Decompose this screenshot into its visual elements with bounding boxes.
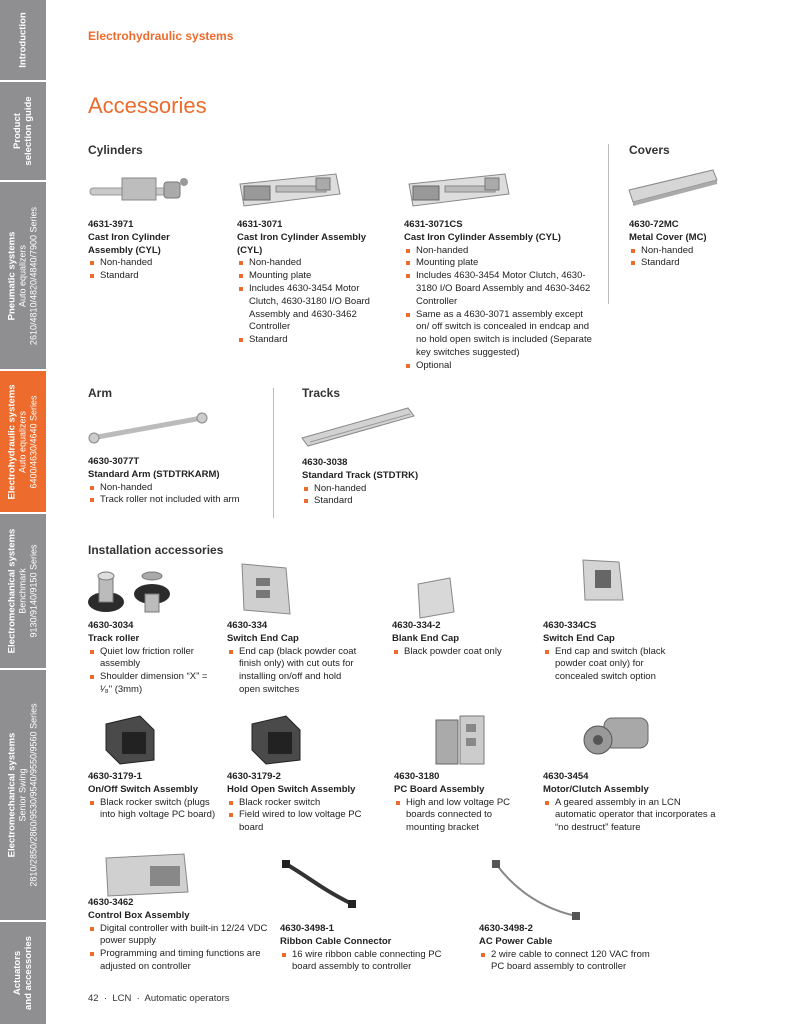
item-4630-3498-1 [280, 923, 445, 974]
item-bullet: Mounting plate [237, 270, 387, 283]
item-code: 4630-3038 [302, 457, 348, 468]
tab-sublabel: Benchmark [17, 568, 28, 614]
item-bullet: Black powder coat only [392, 646, 532, 659]
footer-separator: · [136, 993, 140, 1004]
item-name: AC Power Cable [479, 935, 553, 947]
item-bullet: Standard [629, 257, 769, 270]
tab-series: 2810/2850/2860/9530/9540/9550/9560 Series [28, 703, 39, 887]
item-name: On/Off Switch Assembly [88, 783, 198, 795]
item-name: Metal Cover (MC) [629, 231, 707, 243]
cylinder-3071-image [236, 170, 346, 210]
tab-sublabel: Auto equalizers [17, 244, 28, 307]
item-name: Cast Iron Cylinder [88, 231, 170, 243]
item-bullet: Digital controller with built-in 12/24 VDC power supply [88, 923, 268, 949]
item-bullet: A geared assembly in an LCN automatic operator that incorporates a “no destruct” feature [543, 797, 723, 835]
page-title: Accessories [88, 93, 207, 118]
item-name: (CYL) [237, 244, 263, 256]
standard-track-image [300, 404, 418, 448]
sidebar-nav [0, 0, 46, 1024]
item-bullet: Includes 4630-3454 Motor Clutch, 4630-3180 I/O Board Assembly and 4630-3462 Controller [404, 270, 594, 308]
item-name: Blank End Cap [392, 632, 460, 644]
tab-label: and accessories [23, 936, 34, 1010]
item-4630-3454 [543, 771, 723, 835]
sidebar-tab-benchmark[interactable] [0, 514, 46, 670]
item-bullet: Black rocker switch (plugs into high voltage PC board) [88, 797, 218, 823]
item-4630-3180 [394, 771, 514, 835]
tab-label: Pneumatic systems [6, 231, 18, 320]
item-code: 4631-3071 [237, 219, 283, 230]
item-4630-3034 [88, 620, 208, 697]
sidebar-tab-product-selection[interactable] [0, 82, 46, 182]
tab-series: 2610/4810/4820/4840/7900 Series [28, 206, 39, 345]
item-bullet: Programming and timing functions are adjusted on controller [88, 948, 268, 974]
item-name: Switch End Cap [543, 632, 615, 644]
pc-board-image [430, 714, 490, 770]
item-4630-334cs [543, 620, 688, 684]
column-divider [273, 388, 274, 518]
tab-label: Actuators [12, 950, 23, 996]
item-bullet: Black rocker switch [227, 797, 367, 810]
sidebar-tab-introduction[interactable] [0, 0, 46, 82]
item-4630-3179-1 [88, 771, 218, 822]
item-code: 4630-334CS [543, 620, 597, 631]
item-name: Track roller [88, 632, 140, 644]
item-4631-3071 [237, 219, 387, 347]
item-name: Cast Iron Cylinder Assembly [237, 231, 366, 243]
item-bullet: Non-handed [404, 245, 594, 258]
tab-series: 6400/4630/4640 Series [28, 394, 39, 489]
tab-label: Product [12, 113, 23, 149]
item-4630-334 [227, 620, 362, 697]
item-bullet: Same as a 4630-3071 assembly except on/ off switch is concealed in endcap and no hold open switch is included (Separate key switches suggested) [404, 309, 594, 360]
tab-sublabel: Senior Swing [17, 768, 28, 822]
item-4630-3077t [88, 456, 268, 507]
item-bullet: Mounting plate [404, 257, 594, 270]
ribbon-cable-image [280, 858, 360, 910]
column-divider [608, 144, 609, 304]
footer-separator: · [103, 993, 108, 1004]
on-off-switch-image [100, 714, 160, 766]
track-roller-image [86, 570, 178, 616]
item-code: 4630-3180 [394, 771, 440, 782]
covers-heading: Covers [629, 143, 670, 157]
tab-label: Introduction [17, 12, 29, 68]
footer-section: Automatic operators [144, 993, 230, 1004]
item-4630-3462 [88, 897, 268, 974]
item-bullet: Optional [404, 360, 594, 373]
item-name: PC Board Assembly [394, 783, 485, 795]
control-box-image [104, 852, 190, 898]
tab-sublabel: Auto equalizers [17, 410, 28, 473]
tab-label: Electrohydraulic systems [6, 383, 18, 500]
section-header: Electrohydraulic systems [88, 29, 234, 43]
item-4631-3971 [88, 219, 228, 283]
item-code: 4630-3179-1 [88, 771, 142, 782]
motor-clutch-image [580, 704, 656, 764]
installation-heading: Installation accessories [88, 543, 224, 557]
item-bullet: Non-handed [88, 482, 268, 495]
sidebar-tab-actuators[interactable] [0, 922, 46, 1024]
item-name: Cast Iron Cylinder Assembly (CYL) [404, 231, 561, 243]
footer-brand: LCN [112, 993, 132, 1004]
item-4631-3071cs [404, 219, 594, 373]
item-bullet: Non-handed [302, 483, 482, 496]
item-name: Standard Arm (STDTRKARM) [88, 468, 220, 480]
tab-label: selection guide [23, 96, 34, 166]
item-bullet: Track roller not included with arm [88, 494, 268, 507]
item-4630-3038 [302, 457, 482, 508]
standard-arm-image [86, 410, 210, 444]
item-bullet: Non-handed [88, 257, 228, 270]
metal-cover-image [627, 168, 719, 208]
item-bullet: 16 wire ribbon cable connecting PC board assembly to controller [280, 949, 445, 975]
ac-power-cable-image [490, 858, 586, 922]
item-bullet: Standard [302, 495, 482, 508]
item-code: 4631-3071CS [404, 219, 463, 230]
cylinders-heading: Cylinders [88, 143, 143, 157]
page-number: 42 [88, 993, 99, 1004]
item-name: Motor/Clutch Assembly [543, 783, 649, 795]
item-code: 4630-334-2 [392, 620, 441, 631]
tab-series: 9130/9140/9150 Series [28, 544, 39, 638]
switch-end-cap-image [236, 560, 296, 616]
item-name: Ribbon Cable Connector [280, 935, 392, 947]
item-bullet: Quiet low friction roller assembly [88, 646, 208, 672]
arm-heading: Arm [88, 386, 113, 400]
item-code: 4630-334 [227, 620, 268, 631]
item-bullet: 2 wire cable to connect 120 VAC from PC board assembly to controller [479, 949, 664, 975]
item-bullet: End cap (black powder coat finish only) with cut outs for installing on/off and hold open switches [227, 646, 362, 697]
item-bullet: Shoulder dimension “X” = ¹⁄₈" (3mm) [88, 671, 208, 697]
sidebar-tab-pneumatic[interactable] [0, 182, 46, 371]
tab-label: Electromechanical systems [6, 732, 18, 858]
item-4630-334-2 [392, 620, 532, 658]
item-bullet: Standard [88, 270, 228, 283]
item-code: 4630-3498-1 [280, 923, 334, 934]
item-bullet: Non-handed [629, 245, 769, 258]
item-code: 4630-3034 [88, 620, 134, 631]
item-name: Assembly (CYL) [88, 244, 161, 256]
item-code: 4630-3498-2 [479, 923, 533, 934]
cylinder-3071cs-image [405, 170, 515, 210]
blank-end-cap-image [410, 574, 460, 620]
item-4630-3179-2 [227, 771, 367, 835]
item-name: Standard Track (STDTRK) [302, 469, 419, 481]
item-4630-3498-2 [479, 923, 664, 974]
sidebar-tab-senior-swing[interactable] [0, 670, 46, 922]
item-bullet: Field wired to low voltage PC board [227, 809, 367, 835]
item-name: Control Box Assembly [88, 909, 190, 921]
item-bullet: Includes 4630-3454 Motor Clutch, 4630-3180 I/O Board Assembly and 4630-3462 Controller [237, 283, 387, 334]
item-bullet: High and low voltage PC boards connected to mounting bracket [394, 797, 514, 835]
item-bullet: End cap and switch (black powder coat only) for concealed switch option [543, 646, 688, 684]
page-footer [88, 993, 230, 1004]
sidebar-tab-electrohydraulic[interactable] [0, 371, 46, 514]
switch-end-cap-cs-image [577, 556, 629, 604]
item-code: 4630-3462 [88, 897, 134, 908]
item-name: Hold Open Switch Assembly [227, 783, 356, 795]
item-bullet: Standard [237, 334, 387, 347]
item-name: Switch End Cap [227, 632, 299, 644]
item-code: 4630-3179-2 [227, 771, 281, 782]
item-code: 4630-72MC [629, 219, 679, 230]
tracks-heading: Tracks [302, 386, 341, 400]
item-bullet: Non-handed [237, 257, 387, 270]
item-code: 4630-3077T [88, 456, 140, 467]
item-4630-72mc [629, 219, 769, 270]
cylinder-3971-image [86, 170, 194, 210]
item-code: 4631-3971 [88, 219, 134, 230]
hold-open-switch-image [246, 714, 306, 766]
tab-label: Electromechanical systems [6, 528, 18, 654]
item-code: 4630-3454 [543, 771, 589, 782]
